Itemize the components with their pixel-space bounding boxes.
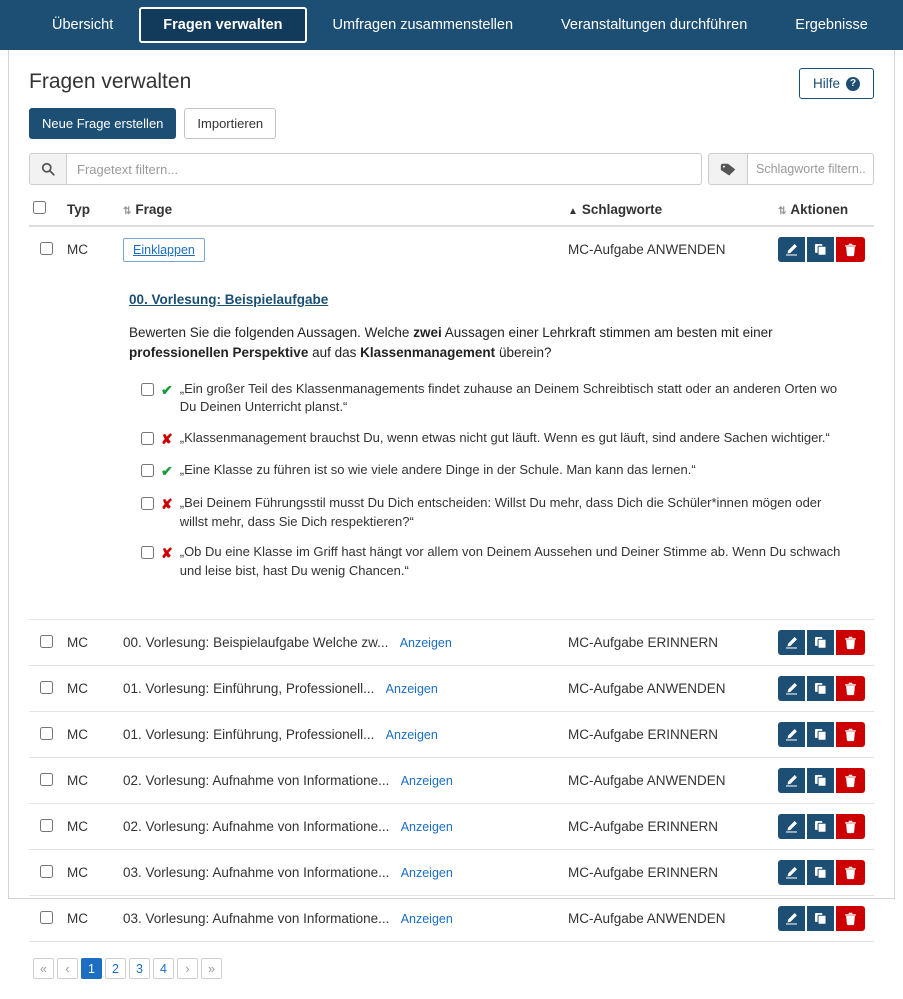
- cross-icon: ✘: [161, 495, 173, 512]
- nav-tab-uebersicht[interactable]: [30, 8, 135, 42]
- import-button[interactable]: Importieren: [184, 108, 276, 139]
- answer-option: [141, 429, 841, 449]
- questions-table: [29, 195, 874, 942]
- copy-icon[interactable]: [807, 814, 834, 839]
- row-question-text: 03. Vorlesung: Aufnahme von Informatione...: [123, 911, 390, 927]
- select-all-header: [29, 195, 63, 226]
- row-actions-cell: [774, 804, 874, 850]
- pencil-icon[interactable]: [778, 906, 805, 931]
- pencil-icon[interactable]: [778, 630, 805, 655]
- pagination-prev[interactable]: ‹: [57, 958, 78, 979]
- nav-tab-label: Fragen verwalten: [163, 17, 283, 33]
- question-mark-icon: ?: [846, 77, 860, 91]
- question-detail-prompt: [129, 323, 829, 364]
- copy-icon[interactable]: [807, 676, 834, 701]
- row-tags-cell: MC-Aufgabe ANWENDEN: [564, 666, 774, 712]
- show-link[interactable]: Anzeigen: [400, 912, 453, 927]
- answer-checkbox[interactable]: [141, 464, 154, 477]
- show-link[interactable]: Anzeigen: [400, 866, 453, 881]
- row-question-cell: [119, 804, 564, 850]
- trash-icon[interactable]: [836, 722, 865, 747]
- row-select-cell: [29, 758, 63, 804]
- show-link[interactable]: Anzeigen: [385, 728, 438, 743]
- row-checkbox[interactable]: [40, 865, 53, 878]
- answer-text: „Klassenmanagement brauchst Du, wenn etwas nicht gut läuft. Wenn es gut läuft, sind andere Sachen wichtiger.“: [179, 430, 830, 446]
- row-select-cell: [29, 620, 63, 666]
- row-checkbox[interactable]: [40, 242, 53, 255]
- check-icon: ✔: [161, 381, 173, 398]
- pagination-page-4[interactable]: 4: [153, 958, 174, 979]
- row-question-cell: [119, 666, 564, 712]
- answer-checkbox[interactable]: [141, 383, 154, 396]
- answer-option: [141, 461, 841, 481]
- pencil-icon[interactable]: [778, 722, 805, 747]
- table-row: [29, 850, 874, 896]
- row-type-cell: MC: [67, 242, 88, 257]
- header-aktionen: [774, 195, 874, 226]
- show-link[interactable]: Anzeigen: [400, 820, 453, 835]
- tag-icon: [708, 153, 748, 185]
- row-checkbox[interactable]: [40, 635, 53, 648]
- row-type-cell: MC: [63, 620, 119, 666]
- row-select-cell: [29, 804, 63, 850]
- header-schlagworte[interactable]: [564, 195, 774, 226]
- header-typ[interactable]: [63, 195, 119, 226]
- row-actions: [778, 237, 870, 262]
- row-tags-cell: MC-Aufgabe ANWENDEN: [564, 758, 774, 804]
- row-actions: [778, 676, 870, 701]
- row-tags-cell: MC-Aufgabe ERINNERN: [564, 850, 774, 896]
- nav-tab-fragen-verwalten[interactable]: [139, 7, 306, 43]
- pagination-page-1[interactable]: 1: [81, 958, 102, 979]
- table-row: [29, 712, 874, 758]
- prompt-emphasis: zwei: [413, 325, 442, 340]
- copy-icon[interactable]: [807, 630, 834, 655]
- row-tags-cell: MC-Aufgabe ERINNERN: [564, 804, 774, 850]
- row-type-cell: MC: [63, 666, 119, 712]
- header-typ-label: Typ: [67, 202, 90, 217]
- help-button-label: Hilfe: [812, 76, 840, 91]
- row-type-cell: MC: [63, 896, 119, 942]
- trash-icon[interactable]: [836, 676, 865, 701]
- pagination-last[interactable]: »: [201, 958, 222, 979]
- row-actions: [778, 860, 870, 885]
- row-question-text: 02. Vorlesung: Aufnahme von Informatione...: [123, 773, 390, 789]
- trash-icon[interactable]: [836, 906, 865, 931]
- nav-tab-ergebnisse[interactable]: [773, 8, 890, 42]
- table-row: [29, 804, 874, 850]
- row-actions: [778, 768, 870, 793]
- tag-filter-input[interactable]: [748, 153, 874, 185]
- row-select-cell: [29, 226, 63, 272]
- answer-checkbox[interactable]: [141, 497, 154, 510]
- copy-icon[interactable]: [807, 722, 834, 747]
- trash-icon[interactable]: [836, 860, 865, 885]
- prompt-emphasis: professionellen Perspektive: [129, 345, 309, 361]
- select-all-checkbox[interactable]: [33, 201, 46, 214]
- row-actions-cell: [774, 896, 874, 942]
- trash-icon[interactable]: [836, 630, 865, 655]
- prompt-part: Aussagen einer Lehrkraft stimmen am besten mit einer: [441, 325, 773, 340]
- header-frage[interactable]: [119, 195, 564, 226]
- row-actions-cell: [774, 226, 874, 272]
- row-checkbox[interactable]: [40, 819, 53, 832]
- nav-tab-label: Veranstaltungen durchführen: [561, 17, 748, 33]
- row-select-cell: [29, 896, 63, 942]
- row-checkbox[interactable]: [40, 681, 53, 694]
- pencil-icon[interactable]: [778, 860, 805, 885]
- help-button[interactable]: [799, 68, 874, 99]
- row-type-cell: MC: [63, 758, 119, 804]
- question-detail: [33, 282, 870, 609]
- row-question-cell: [119, 712, 564, 758]
- collapse-button[interactable]: Einklappen: [123, 238, 205, 262]
- pencil-icon[interactable]: [778, 676, 805, 701]
- filter-bar: [29, 153, 874, 185]
- content-card: [8, 50, 895, 976]
- row-question-cell: [119, 226, 564, 272]
- sort-icon: ⇅: [123, 206, 132, 217]
- row-type-cell: MC: [63, 712, 119, 758]
- answer-option: [141, 494, 841, 532]
- row-tags-cell: MC-Aufgabe ERINNERN: [564, 712, 774, 758]
- answer-checkbox[interactable]: [141, 546, 154, 559]
- header-frage-label: Frage: [135, 202, 173, 217]
- row-actions-cell: [774, 850, 874, 896]
- table-body: [29, 226, 874, 942]
- row-tags-cell: MC-Aufgabe ANWENDEN: [568, 242, 726, 257]
- show-link[interactable]: Anzeigen: [385, 682, 438, 697]
- row-actions-cell: [774, 712, 874, 758]
- row-select-cell: [29, 712, 63, 758]
- nav-tab-label: Ergebnisse: [795, 17, 868, 33]
- toolbar: [29, 108, 874, 139]
- sort-ascending-icon: ▲: [568, 206, 578, 217]
- row-tags-cell: MC-Aufgabe ERINNERN: [564, 620, 774, 666]
- prompt-part: Bewerten Sie die folgenden Aussagen. Welche: [129, 325, 414, 340]
- prompt-part: überein?: [495, 345, 552, 361]
- row-question-text: 00. Vorlesung: Beispielaufgabe Welche zw...: [123, 635, 389, 651]
- answer-option: [141, 380, 841, 418]
- cross-icon: ✘: [161, 431, 173, 448]
- nav-tab-veranstaltungen-durchfuehren[interactable]: [539, 8, 769, 42]
- row-actions-cell: [774, 758, 874, 804]
- main-navigation: [0, 0, 903, 50]
- pagination: [33, 958, 874, 979]
- row-actions: [778, 814, 870, 839]
- pencil-icon[interactable]: [778, 768, 805, 793]
- pagination-first[interactable]: «: [33, 958, 54, 979]
- new-question-button[interactable]: Neue Frage erstellen: [29, 108, 176, 139]
- row-type-cell: MC: [63, 804, 119, 850]
- row-actions-cell: [774, 666, 874, 712]
- row-question-cell: [119, 896, 564, 942]
- prompt-part: auf das: [308, 345, 361, 361]
- prompt-emphasis: Klassenmanagement: [360, 345, 496, 361]
- table-row: [29, 896, 874, 942]
- row-question-cell: [119, 758, 564, 804]
- cross-icon: ✘: [161, 545, 173, 562]
- copy-icon[interactable]: [807, 906, 834, 931]
- row-question-text: 03. Vorlesung: Aufnahme von Informatione...: [123, 865, 390, 881]
- header-aktionen-label: Aktionen: [790, 202, 849, 217]
- pagination-page-3[interactable]: 3: [129, 958, 150, 979]
- answer-checkbox[interactable]: [141, 432, 154, 445]
- pagination-page-2[interactable]: 2: [105, 958, 126, 979]
- nav-tab-umfragen-zusammenstellen[interactable]: [311, 8, 536, 42]
- row-tags-cell: MC-Aufgabe ANWENDEN: [564, 896, 774, 942]
- answer-text: „Ein großer Teil des Klassenmanagements findet zuhause an Deinem Schreibtisch statt oder an anderen Orten wo Du Deinen Unterricht planst.“: [179, 380, 838, 415]
- pagination-next[interactable]: ›: [177, 958, 198, 979]
- page-title: Fragen verwalten: [29, 70, 192, 93]
- row-actions: [778, 906, 870, 931]
- row-actions: [778, 630, 870, 655]
- row-checkbox[interactable]: [40, 773, 53, 786]
- trash-icon[interactable]: [836, 814, 865, 839]
- trash-icon[interactable]: [836, 237, 865, 262]
- row-select-cell: [29, 666, 63, 712]
- answer-option: [141, 543, 841, 581]
- trash-icon[interactable]: [836, 768, 865, 793]
- pencil-icon[interactable]: [778, 237, 805, 262]
- row-question-text: 02. Vorlesung: Aufnahme von Informatione...: [123, 819, 390, 835]
- table-row: [29, 666, 874, 712]
- answer-text: „Ob Du eine Klasse im Griff hast hängt vor allem von Deinem Aussehen und Deiner Stimme ab. Wenn Du schwach und leise bist, hast Du wenig Chancen.“: [179, 544, 841, 579]
- row-question-cell: [119, 620, 564, 666]
- pencil-icon[interactable]: [778, 814, 805, 839]
- show-link[interactable]: Anzeigen: [400, 774, 453, 789]
- nav-tab-label: Umfragen zusammenstellen: [332, 17, 514, 33]
- copy-icon[interactable]: [807, 768, 834, 793]
- check-icon: ✔: [161, 463, 173, 480]
- sort-icon: ⇅: [778, 206, 787, 217]
- row-select-cell: [29, 850, 63, 896]
- table-row: [29, 758, 874, 804]
- question-detail-title: 00. Vorlesung: Beispielaufgabe: [129, 292, 329, 307]
- row-checkbox[interactable]: [40, 911, 53, 924]
- search-icon: [29, 153, 67, 185]
- row-question-text: 01. Vorlesung: Einführung, Professionell...: [123, 727, 375, 743]
- row-checkbox[interactable]: [40, 727, 53, 740]
- header-schlagworte-label: Schlagworte: [581, 202, 663, 217]
- table-row-detail: [29, 272, 874, 620]
- question-detail-cell: [29, 272, 874, 620]
- row-actions-cell: [774, 620, 874, 666]
- row-type-cell: MC: [63, 850, 119, 896]
- row-question-text: 01. Vorlesung: Einführung, Professionell...: [123, 681, 375, 697]
- question-text-filter-input[interactable]: [67, 153, 702, 185]
- row-actions: [778, 722, 870, 747]
- answer-text: „Bei Deinem Führungsstil musst Du Dich entscheiden: Willst Du mehr, dass Dich die Schüler*innen mögen oder willst mehr, dass Sie Dich respektieren?“: [179, 494, 822, 529]
- nav-tab-label: Übersicht: [52, 17, 114, 33]
- row-question-cell: [119, 850, 564, 896]
- show-link[interactable]: Anzeigen: [399, 636, 452, 651]
- copy-icon[interactable]: [807, 237, 834, 262]
- table-row-expanded: [29, 226, 874, 272]
- copy-icon[interactable]: [807, 860, 834, 885]
- table-header: [29, 195, 874, 226]
- answer-text: „Eine Klasse zu führen ist so wie viele andere Dinge in der Schule. Man kann das lernen.“: [179, 462, 696, 478]
- table-row: [29, 620, 874, 666]
